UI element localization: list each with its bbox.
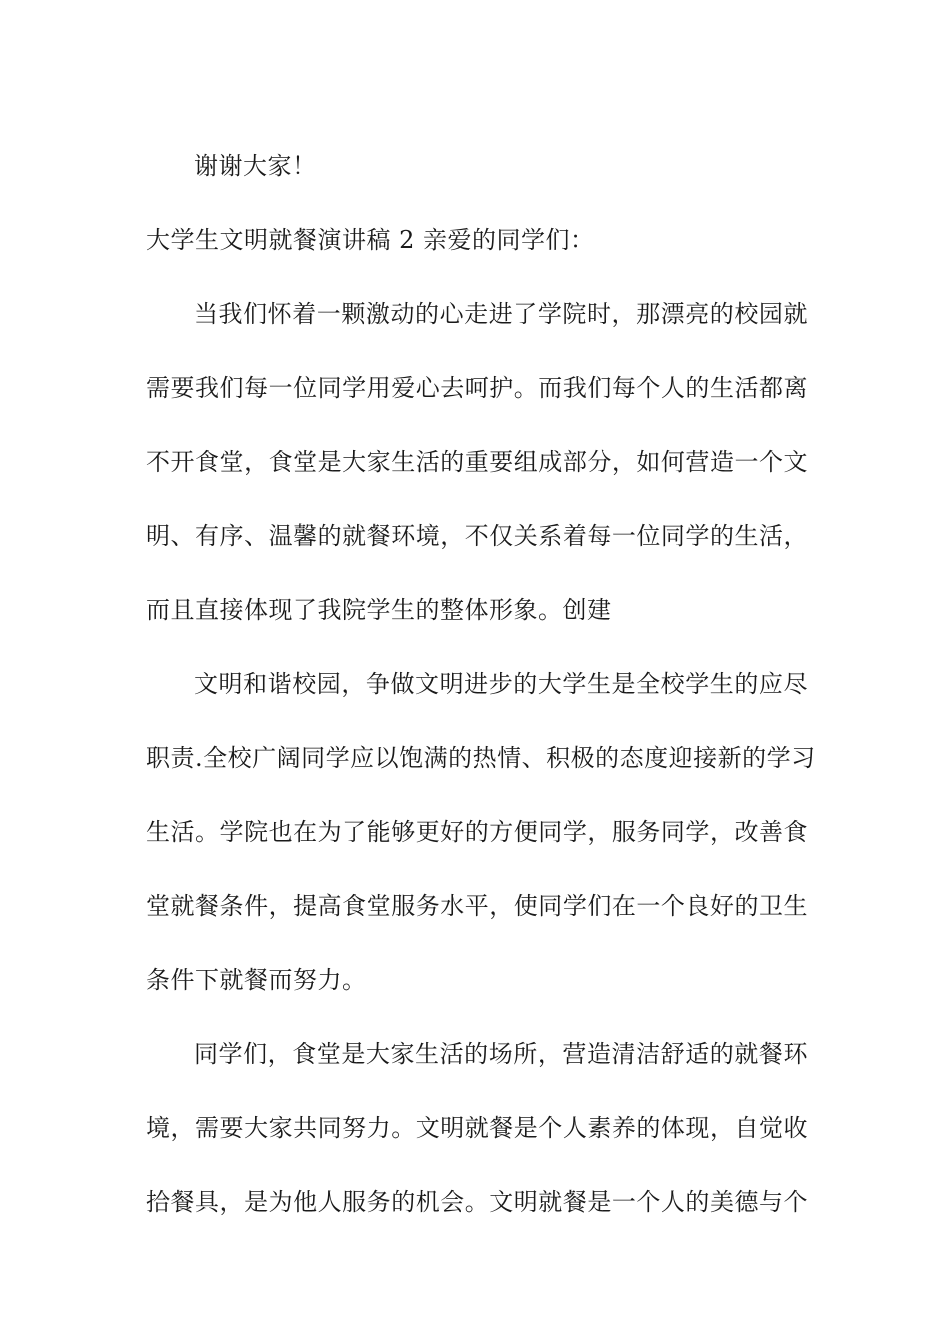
paragraph-2-line-3: 生活。学院也在为了能够更好的方便同学，服务同学，改善食 [146, 818, 808, 846]
paragraph-2-line-4: 堂就餐条件，提高食堂服务水平，使同学们在一个良好的卫生 [146, 892, 808, 920]
paragraph-2-line-5: 条件下就餐而努力。 [146, 966, 367, 994]
paragraph-2-line-2: 职责.全校广阔同学应以饱满的热情、积极的态度迎接新的学习 [146, 744, 816, 772]
paragraph-1-line-1: 当我们怀着一颗激动的心走进了学院时，那漂亮的校园就 [194, 300, 808, 328]
paragraph-2-line-1: 文明和谐校园，争做文明进步的大学生是全校学生的应尽 [194, 670, 808, 698]
paragraph-3-line-1: 同学们，食堂是大家生活的场所，营造清洁舒适的就餐环 [194, 1040, 808, 1068]
paragraph-1-line-5: 而且直接体现了我院学生的整体形象。创建 [146, 596, 612, 624]
paragraph-1-line-4: 明、有序、温馨的就餐环境，不仅关系着每一位同学的生活， [146, 522, 808, 550]
paragraph-3-line-3: 拾餐具，是为他人服务的机会。文明就餐是一个人的美德与个 [146, 1188, 808, 1216]
closing-line: 谢谢大家！ [194, 152, 317, 180]
paragraph-1-line-3: 不开食堂，食堂是大家生活的重要组成部分，如何营造一个文 [146, 448, 808, 476]
paragraph-1-line-2: 需要我们每一位同学用爱心去呵护。而我们每个人的生活都离 [146, 374, 808, 402]
document-body [146, 129, 816, 1239]
speech-heading: 大学生文明就餐演讲稿 2 亲爱的同学们： [146, 226, 595, 254]
paragraph-3-line-2: 境，需要大家共同努力。文明就餐是个人素养的体现，自觉收 [146, 1114, 808, 1142]
